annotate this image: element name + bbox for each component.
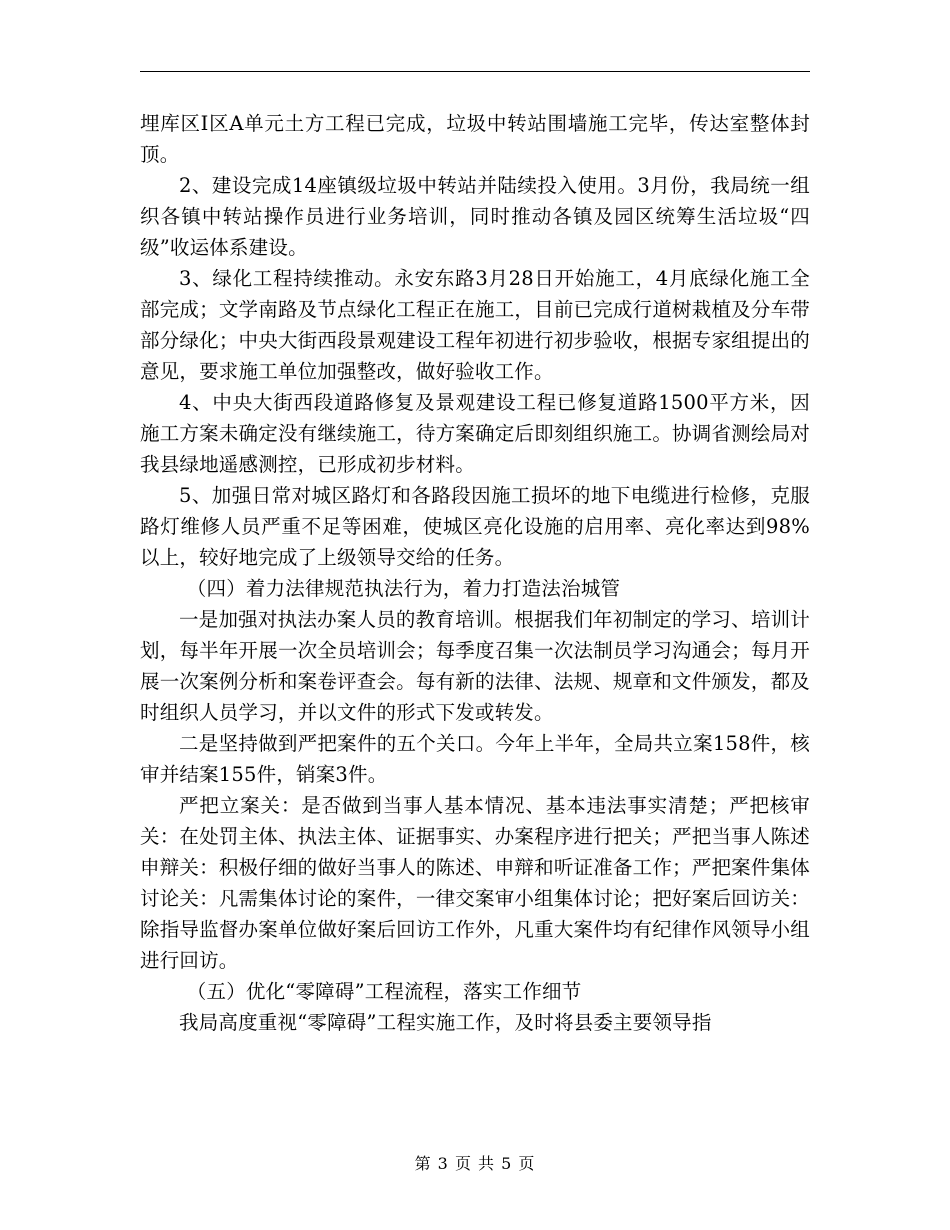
section-heading-5: （五）优化“零障碍”工程流程，落实工作细节 [186, 980, 582, 1003]
document-body [140, 108, 810, 1038]
header-rule [140, 71, 810, 72]
paragraph-7: 二是坚持做到严把案件的五个关口。今年上半年，全局共立案158件，核审并结案155件，销案3件。 [140, 732, 810, 786]
paragraph-2: 2、建设完成14座镇级垃圾中转站并陆续投入使用。3月份，我局统一组织各镇中转站操作员进行业务培训，同时推动各镇及园区统筹生活垃圾“四级”收运体系建设。 [140, 174, 810, 259]
paragraph-9: 我局高度重视“零障碍”工程实施工作，及时将县委主要领导指 [179, 1011, 712, 1034]
paragraph-3: 3、绿化工程持续推动。永安东路3月28日开始施工，4月底绿化施工全部完成；文学南路及节点绿化工程正在施工，目前已完成行道树栽植及分车带部分绿化；中央大街西段景观建设工程年初进行初步验收，根据专家组提出的意见，要求施工单位加强整改，做好验收工作。 [140, 267, 810, 383]
paragraph-4: 4、中央大街西段道路修复及景观建设工程已修复道路1500平方米，因施工方案未确定没有继续施工，待方案确定后即刻组织施工。协调省测绘局对我县绿地遥感测控，已形成初步材料。 [140, 391, 810, 476]
section-heading-4: （四）着力法律规范执法行为，着力打造法治城管 [186, 577, 621, 600]
paragraph-6: 一是加强对执法办案人员的教育培训。根据我们年初制定的学习、培训计划，每半年开展一次全员培训会；每季度召集一次法制员学习沟通会；每月开展一次案例分析和案卷评查会。每有新的法律、法规、规章和文件颁发，都及时组织人员学习，并以文件的形式下发或转发。 [140, 608, 810, 724]
paragraph-5: 5、加强日常对城区路灯和各路段因施工损坏的地下电缆进行检修，克服路灯维修人员严重不足等困难，使城区亮化设施的启用率、亮化率达到98%以上，较好地完成了上级领导交给的任务。 [140, 484, 810, 569]
paragraph-1: 埋库区Ⅰ区A单元土方工程已完成，垃圾中转站围墙施工完毕，传达室整体封顶。 [140, 112, 810, 166]
page-footer: 第 3 页 共 5 页 [414, 1154, 536, 1173]
paragraph-8: 严把立案关：是否做到当事人基本情况、基本违法事实清楚；严把核审关：在处罚主体、执法主体、证据事实、办案程序进行把关；严把当事人陈述申辩关：积极仔细的做好当事人的陈述、申辩和听证准备工作；严把案件集体讨论关：凡需集体讨论的案件，一律交案审小组集体讨论；把好案后回访关：除指导监督办案单位做好案后回访工作外，凡重大案件均有纪律作风领导小组进行回访。 [140, 794, 810, 972]
